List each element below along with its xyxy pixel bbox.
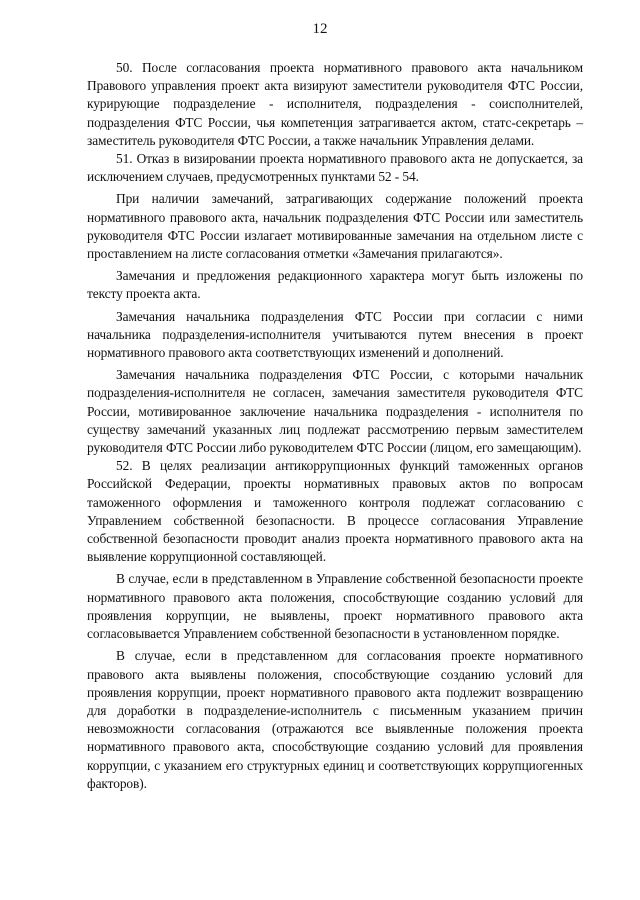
document-body [87, 59, 583, 793]
page-number: 12 [312, 21, 328, 37]
paragraph-remarks-accepted: Замечания начальника подразделения ФТС России при согласии с ними начальника подразделения-исполнителя учитываются путем внесения в проект нормативного правового акта соответствующих изменений и дополнений. [87, 308, 583, 361]
paragraph-no-corruption-found: В случае, если в представленном в Управление собственной безопасности проекте нормативного правового акта положения, способствующие созданию условий для проявления коррупции, не выявлены, проект нормативного правового акта согласовывается Управлением собственной безопасности в установленном порядке. [87, 571, 583, 642]
paragraph-52: 52. В целях реализации антикоррупционных функций таможенных органов Российской Федерации, проекты нормативных правовых актов по вопросам таможенного оформления и таможенного контроля подлежат согласованию с Управлением собственной безопасности. В процессе согласования Управление собственной безопасности проводит анализ проекта нормативного правового акта на выявление коррупционной составляющей. [87, 458, 583, 565]
paragraph-50: 50. После согласования проекта нормативного правового акта начальником Правового управления проект акта визируют заместители руководителя ФТС России, курирующие подразделение - исполнителя, подразделения - соисполнителей, подразделения ФТС России, чья компетенция затрагивается актом, статс-секретарь – заместитель руководителя ФТС России, а также начальник Управления делами. [87, 60, 583, 148]
paragraph-remarks-disputed: Замечания начальника подразделения ФТС России, с которыми начальник подразделения-исполнителя не согласен, замечания заместителя руководителя ФТС России, мотивированное заключение начальника подразделения - исполнителя по существу замечаний указанных лиц подлежат рассмотрению первым заместителем руководителя ФТС России либо руководителем ФТС России (лицом, его замещающим). [87, 367, 583, 456]
paragraph-remarks: При наличии замечаний, затрагивающих содержание положений проекта нормативного правового акта, начальник подразделения ФТС России или заместитель руководителя ФТС России излагает мотивированные замечания на отдельном листе с проставлением на листе согласования отметки «Замечания прилагаются». [87, 191, 583, 262]
paragraph-51: 51. Отказ в визировании проекта нормативного правового акта не допускается, за исключением случаев, предусмотренных пунктами 52 - 54. [87, 151, 583, 185]
paragraph-corruption-found: В случае, если в представленном для согласования проекте нормативного правового акта выявлены положения, способствующие созданию условий для проявления коррупции, проект нормативного правового акта подлежит возвращению для доработки в подразделение-исполнитель с письменным указанием причин невозможности согласования (отражаются все выявленные положения проекта нормативного правового акта, способствующие созданию условий для проявления коррупции, с указанием его структурных единиц и соответствующих коррупциогенных факторов). [87, 648, 583, 791]
paragraph-editorial-remarks: Замечания и предложения редакционного характера могут быть изложены по тексту проекта акта. [87, 268, 583, 302]
